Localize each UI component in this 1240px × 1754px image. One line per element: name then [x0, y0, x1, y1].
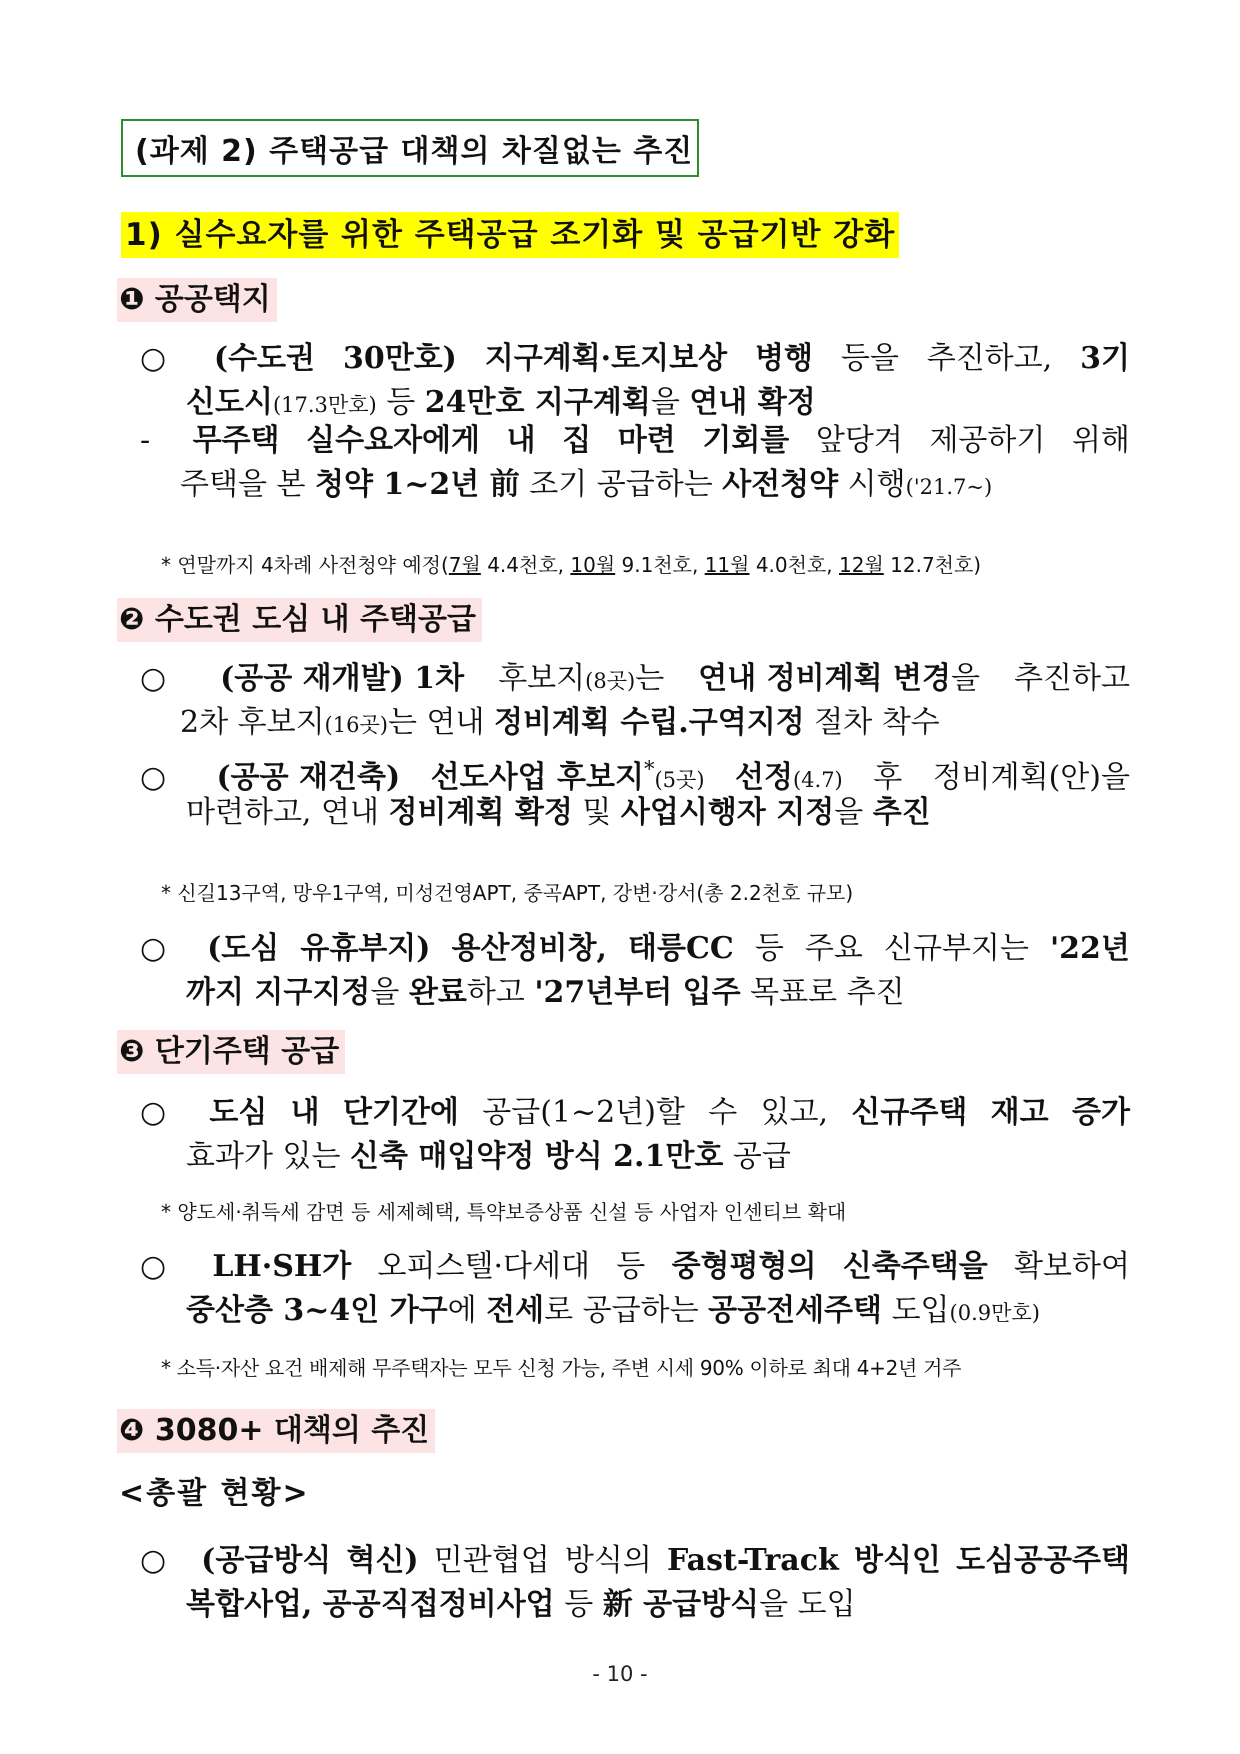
text-span: 등을	[840, 341, 899, 376]
bullet-paragraph	[140, 1246, 1130, 1334]
text-span: 내	[290, 1095, 320, 1130]
text-span: 로 공급하는	[544, 1293, 709, 1328]
text-span: 청약 1~2년 前	[315, 467, 520, 502]
text-span: 30만호)	[342, 341, 457, 376]
text-span: 선도사업 후보지	[430, 760, 644, 795]
text-span: 집	[562, 423, 592, 458]
text-span: 중형평형의	[671, 1249, 817, 1284]
text-span: 공급(1~2년)할	[482, 1095, 685, 1130]
text-span: 까지 지구지정	[186, 975, 371, 1010]
text-span: 공급방식	[632, 1587, 760, 1622]
text-span: (수도권	[213, 341, 316, 376]
text-span: (공공 재개발) 1차	[220, 661, 465, 696]
text-span: 사업시행자 지정	[620, 795, 835, 830]
paragraph-line	[140, 1246, 1130, 1290]
bullet-mark: ○	[140, 1543, 167, 1578]
text-span: '22년	[1049, 931, 1130, 966]
text-span: 신규주택	[851, 1095, 968, 1130]
text-span: 방식의	[564, 1543, 652, 1578]
footnote: * 소득·자산 요건 배제해 무주택자는 모두 신청 가능, 주변 시세 90% 이하로 최대 4+2년 거주	[161, 1356, 962, 1380]
text-span: 마련하고, 연내	[186, 795, 389, 830]
text-span: 하고	[466, 975, 535, 1010]
text-span: 11월	[704, 553, 750, 577]
text-span: 지구계획·토지보상	[484, 341, 728, 376]
text-span: 에	[447, 1293, 487, 1328]
text-span: 10월	[570, 553, 616, 577]
bullet-paragraph	[140, 1540, 1130, 1628]
text-span: 기회를	[702, 423, 790, 458]
text-span: '27년부터 입주	[534, 975, 741, 1010]
text-span: 신축 매입약정 방식 2.1만호	[349, 1139, 724, 1174]
paragraph-line	[140, 464, 1130, 508]
text-span: 병행	[754, 341, 813, 376]
text-span: (도심	[207, 931, 280, 966]
paragraph-line	[140, 1290, 1130, 1334]
text-span: 목표로 추진	[740, 975, 905, 1010]
text-span: 을	[834, 795, 873, 830]
text-span: (8곳)	[585, 669, 636, 693]
text-span: 추진하고	[1014, 661, 1130, 696]
paragraph-line	[140, 1136, 1130, 1180]
text-span: 사전청약	[722, 467, 839, 502]
text-span: 연내 정비계획 변경	[698, 661, 951, 696]
text-span: 오피스텔·다세대	[377, 1249, 590, 1284]
text-span: 복합사업, 공공직접정비사업	[186, 1587, 555, 1622]
text-span: (공급방식	[201, 1543, 332, 1578]
text-span: 태릉CC	[628, 931, 734, 966]
text-span: (16곳)	[324, 713, 388, 737]
paragraph-line	[140, 1540, 1130, 1584]
text-span: 4.0천호,	[749, 553, 839, 577]
text-span: LH·SH가	[212, 1249, 352, 1284]
subsection-1-title: ❶ 공공택지	[117, 278, 277, 322]
text-span: 절차 착수	[804, 705, 940, 740]
text-span: 효과가 있는	[186, 1139, 350, 1174]
dash-paragraph	[140, 420, 1130, 508]
text-span: 는	[635, 661, 665, 696]
text-span: 2차 후보지	[180, 705, 325, 740]
text-span: 4.4천호,	[480, 553, 571, 577]
text-span: (5곳)	[654, 768, 705, 792]
footnote: * 양도세·취득세 감면 등 세제혜택, 특약보증상품 신설 등 사업자 인센티브 확대	[161, 1200, 847, 1224]
text-span: 을	[370, 975, 409, 1010]
text-span: 있고,	[760, 1095, 829, 1130]
text-span: 단기간에	[342, 1095, 459, 1130]
text-span: 조기 공급하는	[519, 467, 723, 502]
text-span: 을	[650, 385, 690, 420]
text-span: 시행	[838, 467, 906, 502]
text-span: 도입	[882, 1293, 950, 1328]
text-span: 등	[616, 1249, 646, 1284]
page-number: - 10 -	[592, 1662, 648, 1686]
subsection-3-title: ❸ 단기주택 공급	[117, 1030, 345, 1074]
bullet-mark: ○	[140, 760, 167, 795]
text-span: (4.7)	[792, 768, 843, 792]
bullet-paragraph	[140, 1092, 1130, 1180]
text-span: 정비계획 확정	[388, 795, 573, 830]
paragraph-line	[140, 420, 1130, 464]
text-span: 확보하여	[1014, 1249, 1130, 1284]
text-span: 신도시	[186, 385, 273, 420]
bullet-paragraph	[140, 928, 1130, 1016]
text-span: 주요	[804, 931, 863, 966]
text-span: 연내 확정	[689, 385, 816, 420]
text-span: 위해	[1071, 423, 1130, 458]
paragraph-line	[140, 748, 1130, 795]
text-span: 주택을 본	[180, 467, 315, 502]
text-span: (공공 재건축)	[216, 760, 401, 795]
paragraph-line	[140, 1092, 1130, 1136]
text-span: 중산층 3~4인 가구	[186, 1293, 448, 1328]
paragraph-line	[140, 338, 1130, 382]
text-span: 방식인	[853, 1543, 941, 1578]
text-span: 7월	[448, 553, 481, 577]
text-span: 24만호 지구계획	[424, 385, 651, 420]
bullet-paragraph	[140, 338, 1130, 426]
subsection-2-title: ❷ 수도권 도심 내 주택공급	[117, 598, 482, 642]
overview-heading: <총괄 현황>	[119, 1476, 310, 1511]
paragraph-line	[140, 702, 1130, 746]
text-span: 신축주택을	[842, 1249, 988, 1284]
text-span: 新	[602, 1587, 633, 1622]
text-span: 용산정비창,	[451, 931, 607, 966]
paragraph-line	[140, 1584, 1130, 1628]
paragraph-line	[140, 972, 1130, 1016]
text-span: 정비계획(안)을	[932, 760, 1130, 795]
text-span: 3기	[1080, 341, 1130, 376]
text-span: *	[643, 757, 655, 781]
bullet-mark: ○	[140, 341, 167, 376]
text-span: 완료	[408, 975, 467, 1010]
text-span: 혁신)	[346, 1543, 419, 1578]
text-span: 민관협업	[433, 1543, 550, 1578]
paragraph-line	[140, 928, 1130, 972]
text-span: 정비계획 수립.구역지정	[493, 705, 805, 740]
text-span: Fast-Track	[667, 1543, 839, 1578]
bullet-paragraph	[140, 748, 1130, 836]
text-span: 전세	[486, 1293, 545, 1328]
text-span: 추진	[872, 795, 931, 830]
text-span: (17.3만호)	[272, 393, 377, 417]
text-span: 을	[950, 661, 980, 696]
text-span: 공급	[723, 1139, 791, 1174]
footnote: * 신길13구역, 망우1구역, 미성건영APT, 중곡APT, 강변·강서(총 2.2천호 규모)	[161, 881, 854, 905]
text-span: 도심공공주택	[956, 1543, 1130, 1578]
text-span: 등	[554, 1587, 603, 1622]
subsection-4-title: ❹ 3080+ 대책의 추진	[117, 1409, 435, 1453]
text-span: 후	[873, 760, 903, 795]
text-span: 12월	[839, 553, 884, 577]
bullet-mark: ○	[140, 1095, 167, 1130]
text-span: 유휴부지)	[300, 931, 431, 966]
text-span: 마련	[617, 423, 676, 458]
dash-mark: -	[140, 423, 151, 458]
text-span: 증가	[1071, 1095, 1130, 1130]
bullet-mark: ○	[140, 661, 167, 696]
text-span: 앞당겨	[815, 423, 903, 458]
text-span: (0.9만호)	[949, 1301, 1040, 1325]
text-span: 등	[376, 385, 425, 420]
task-title-box: (과제 2) 주택공급 대책의 차질없는 추진	[121, 119, 699, 177]
text-span: 9.1천호,	[615, 553, 705, 577]
text-span: 등	[754, 931, 784, 966]
text-span: 수	[708, 1095, 738, 1130]
text-span: 실수요자에게	[306, 423, 481, 458]
text-span: 공공전세주택	[708, 1293, 883, 1328]
text-span: 을 도입	[759, 1587, 856, 1622]
text-span: 추진하고,	[926, 341, 1053, 376]
text-span: 내	[506, 423, 536, 458]
bullet-paragraph	[140, 658, 1130, 746]
text-span: 도심	[209, 1095, 268, 1130]
text-span: 선정	[735, 760, 793, 795]
footnote	[161, 549, 1121, 581]
text-span: 후보지	[498, 661, 586, 696]
text-span: * 연말까지 4차례 사전청약 예정(	[161, 553, 449, 577]
section-title: 1) 실수요자를 위한 주택공급 조기화 및 공급기반 강화	[121, 212, 899, 258]
paragraph-line	[140, 658, 1130, 702]
text-span: 제공하기	[929, 423, 1046, 458]
text-span: 재고	[990, 1095, 1049, 1130]
text-span: 무주택	[192, 423, 280, 458]
bullet-mark: ○	[140, 1249, 167, 1284]
text-span: ('21.7~)	[905, 475, 993, 499]
text-span: 및	[572, 795, 621, 830]
bullet-mark: ○	[140, 931, 167, 966]
text-span: 12.7천호)	[883, 553, 982, 577]
text-span: 는 연내	[387, 705, 494, 740]
text-span: 신규부지는	[883, 931, 1029, 966]
